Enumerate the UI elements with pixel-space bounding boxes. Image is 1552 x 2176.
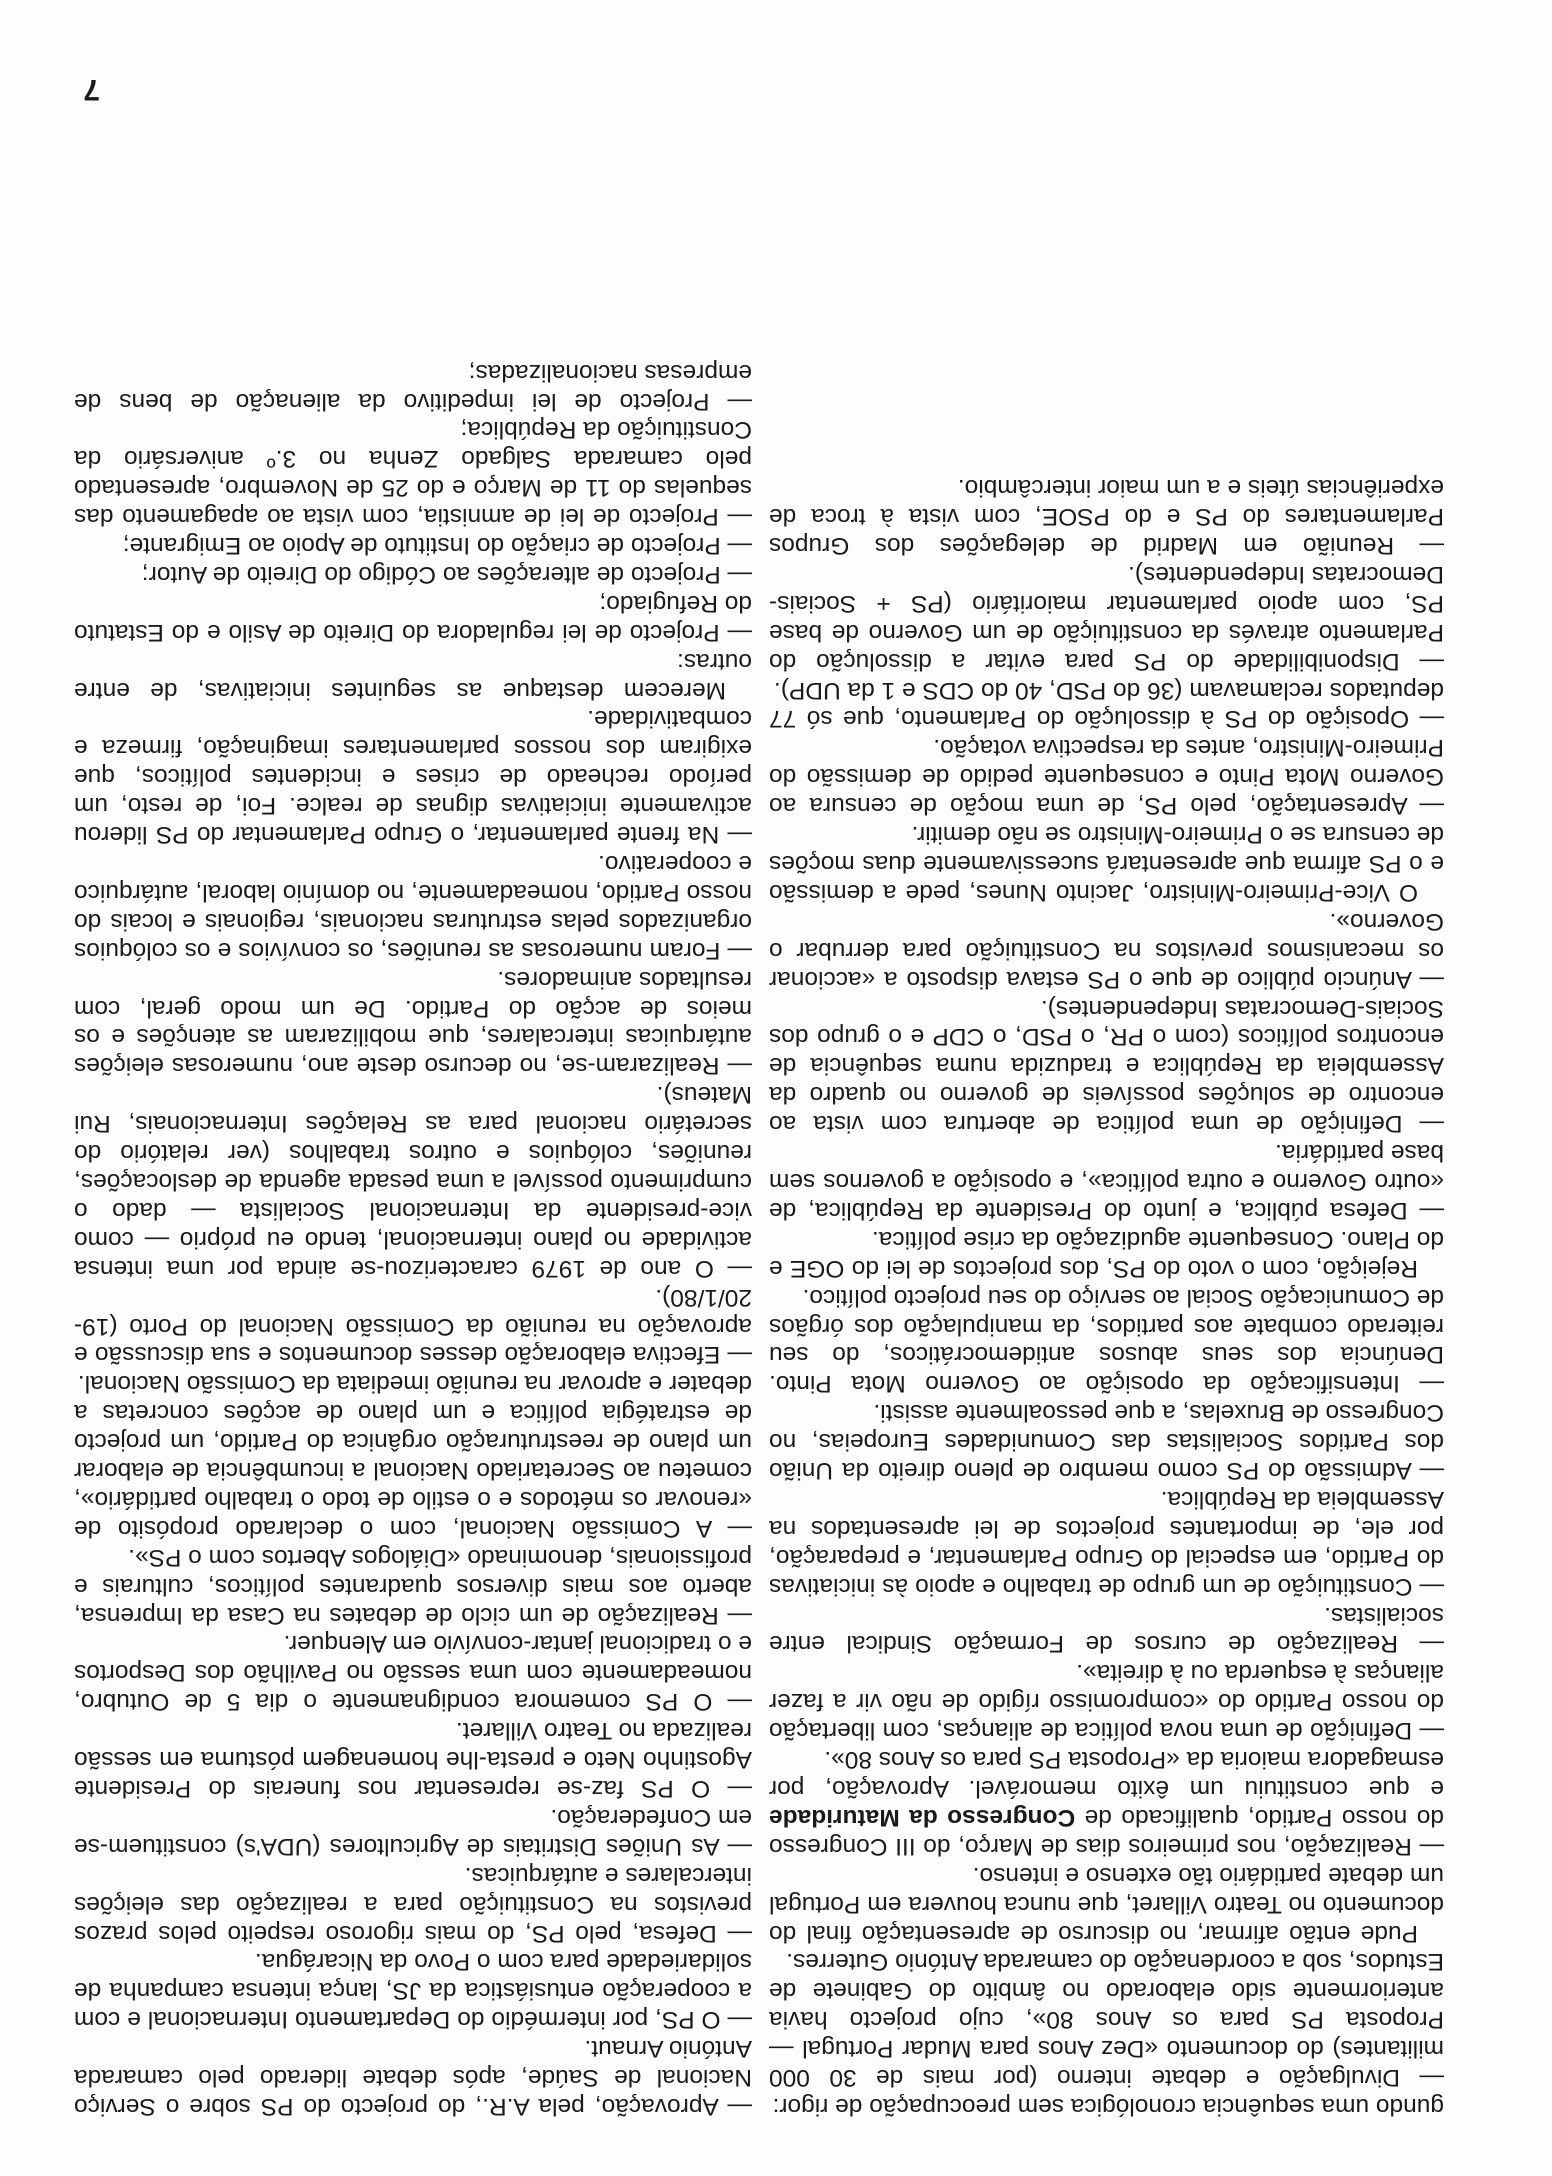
paragraph: — Constituição de um grupo de trabalho e apoio às iniciativas do Partido, em especial do Grupo Parlamentar, e preparação, por ele, de importantes projectos de lei apresentados na Assembleia da República. [769,1485,1444,1600]
paragraph: — O PS faz-se representar nos funerais do Presidente Agostinho Neto e presta-lhe homenagem póstuma em sessão realizada no Teatro Villaret. [74,1717,752,1803]
paragraph: — Definição de uma nova política de alianças, com libertação do nosso Partido do «compromisso rígido de não vir a fazer alianças à esquerda ou à direita». [769,1659,1444,1745]
paragraph: — Na frente parlamentar, o Grupo Parlamentar do PS liderou activamente iniciativas dignas de realce. Foi, de resto, um período recheado de crises e incidentes políticos, que exigiram dos nossos parlamentares imaginação, firmeza e combatividade. [74,705,752,849]
paragraph-congress-text: — Realização, nos primeiros dias de Março, do III Congresso do nosso Partido, qualificado de [769,1803,1444,1860]
paragraph: — Efectiva elaboração desses documentos e sua discussão e aprovação na reunião da Comissão Nacional do Porto (19-20/1/80). [74,1283,752,1369]
paragraph: — Oposição do PS à dissolução do Parlamento, que só 77 deputados reclamavam (36 do PSD, 40 do CDS e 1 da UDP). [769,676,1444,733]
paragraph: — Projecto de alterações ao Código do Direito de Autor; [141,560,752,588]
paragraph: — Admissão do PS como membro de pleno direito da União dos Partidos Socialistas das Comunidades Europeias, no Congresso de Bruxelas, a que pessoalmente assisti. [769,1399,1444,1485]
paragraph: — Realização de um ciclo de debates na Casa da Imprensa, aberto aos mais diversos quadrantes políticos, culturais e profissionais, denominado «Diálogos Abertos com o PS». [74,1543,752,1629]
paragraph: — Foram numerosas as reuniões, os convívios e os colóquios organizados pelas estruturas nacionais, regionais e locais do nosso Partido, nomeadamente, no domínio laboral, autárquico e cooperativo. [74,850,752,964]
paragraph-congress-text-after: e que constituiu um êxito memorável. Aprovação, por esmagadora maioria da «Proposta PS para os Anos 80». [769,1746,1444,1803]
paragraph: — As Uniões Distritais de Agricultores (UDA's) constituem-se em Confederação. [74,1803,752,1860]
paragraph: gundo uma sequência cronológica sem preocupação de rigor: [772,2093,1444,2120]
paragraph: — Intensificação da oposição ao Governo Mota Pinto. Denúncia dos seus abusos antidemocráticos, do seu reiterado combate aos partidos, da manipulação dos órgãos de Comunicação Social ao serviço do seu projecto político. [769,1283,1444,1398]
paragraph: — Apresentação, pelo PS, de uma moção de censura ao Governo Mota Pinto e consequente pedido de demissão do Primeiro-Ministro, antes da respectiva votação. [769,734,1444,820]
paragraph: — O PS, por intermédio do Departamento Internacional e com a cooperação entusiástica da JS, lança intensa campanha de solidariedade para com o Povo da Nicarágua. [74,1948,752,2034]
paragraph: O Vice-Primeiro-Ministro, Jacinto Nunes, pede a demissão e o PS afirma que apresentará sucessivamente duas moções de censura se o Primeiro-Ministro se não demitir. [769,821,1444,906]
paragraph: Merecem destaque as seguintes iniciativas, de entre outras: [74,647,752,704]
paragraph: — Aprovação, pela A.R., do projecto do PS sobre o Serviço Nacional de Saúde, após debate liderado pelo camarada António Arnaut. [74,2035,752,2120]
paragraph: — Reunião em Madrid de delegações dos Grupos Parlamentares do PS e do PSOE, com vista à troca de experiências úteis e a um maior intercâmbio. [769,474,1444,560]
paragraph-congress [769,1744,1444,1860]
paragraph: — Projecto de lei impeditivo da alienação de bens de empresas nacionalizadas; [74,358,752,415]
paragraph: — Defesa, pelo PS, do mais rigoroso respeito pelos prazos previstos na Constituição para a realização das eleições intercalares e autárquicas. [74,1861,752,1947]
paragraph: — Realizaram-se, no decurso deste ano, numerosas eleições autárquicas intercalares, que mobilizaram as atenções e os meios de acção do Partido. De um modo geral, com resultados animadores. [74,965,752,1080]
page-number: 7 [83,73,100,106]
paragraph: — Disponibilidade do PS para evitar a dissolução do Parlamento através da constituição de um Governo de base PS, com apoio parlamentar maioritário (PS + Sociais-Democratas Independentes). [769,560,1444,675]
paragraph: — Anúncio público de que o PS estava disposto a «accionar os mecanismos previstos na Constituição para derrubar o Governo». [769,907,1444,993]
paragraph: — Defesa pública, e junto do Presidente da República, de «outro Governo e outra política», e oposição a governos sem base partidária. [769,1139,1444,1224]
paragraph: — Realização de cursos de Formação Sindical entre socialistas. [769,1601,1444,1658]
paragraph: — Divulgação e debate interno (por mais de 30 000 militantes) do documento «Dez Anos para Mudar Portugal — Proposta PS para os Anos 80», cujo projecto havia anteriormente sido elaborado no âmbito do Gabinete de Estudos, sob a coordenação do camarada António Guterres. [769,1948,1444,2092]
paragraph: — Projecto de lei de amnistia, com vista ao apagamento das sequelas do 11 de Março e do 25 de Novembro, apresentado pelo camarada Salgado Zenha no 3.º aniversário da Constituição da República; [74,416,752,531]
paragraph: — O ano de 1979 caracterizou-se ainda por uma intensa actividade no plano internacional, tendo eu próprio — como vice-presidente da Internacional Socialista — dado o cumprimento possível a uma pesada agenda de deslocações, reuniões, colóquios e outros trabalhos (ver relatório do secretário nacional para as Relações Internacionais, Rui Mateus). [74,1081,752,1282]
paragraph: — Definição de uma política de abertura com vista ao encontro de soluções possíveis de governo no quadro da Assembleia da República e traduzida numa sequência de encontros políticos (com o PR, o PSD, o CDP e o grupo dos Sociais-Democratas Independentes). [769,994,1444,1138]
paragraph: — O PS comemora condignamente o dia 5 de Outubro, nomeadamente com uma sessão no Pavilhão dos Desportos e o tradicional jantar-convívio em Alenquer. [74,1630,752,1716]
text-column-right [74,357,752,2120]
text-column-left [769,472,1444,2120]
paragraph: Rejeição, com o voto do PS, dos projectos de lei do OGE e do Plano. Consequente agudização da crise política. [769,1225,1444,1282]
paragraph: — Projecto de criação do Instituto de Apoio ao Emigrante; [122,532,752,560]
paragraph: — A Comissão Nacional, com o declarado propósito de «renovar os métodos e o estilo de todo o trabalho partidário», cometeu ao Secretariado Nacional a incumbência de elaborar um plano de reestruturação orgânica do Partido, um projecto de estratégia política e um plano de acções concretas a debater e aprovar na reunião imediata da Comissão Nacional. [74,1370,752,1542]
paragraph: Pude então afirmar, no discurso de apresentação final do documento no Teatro Villaret, que nunca houvera em Portugal um debate partidário tão extenso e intenso. [769,1861,1444,1947]
bold-phrase: Congresso da Maturidade [769,1803,1076,1831]
paragraph: — Projecto de lei reguladora do Direito de Asilo e do Estatuto do Refugiado; [74,589,752,646]
